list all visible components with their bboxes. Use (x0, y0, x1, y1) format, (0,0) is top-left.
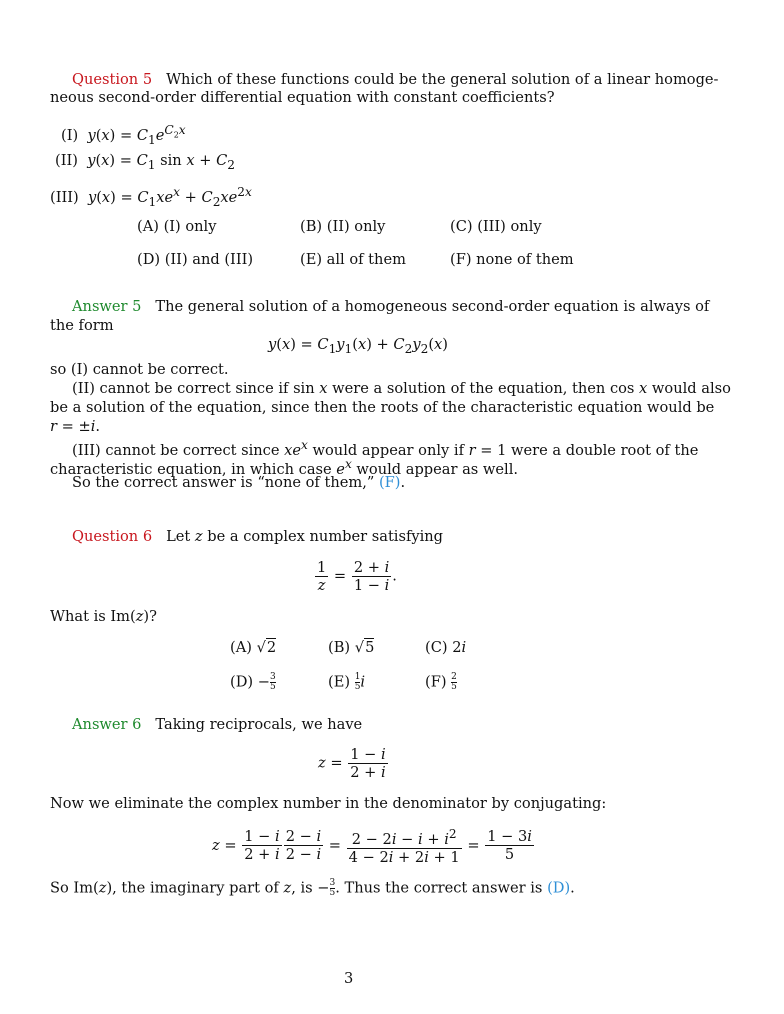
q6-choice-d: (D) − $\frac{3}{5}$ (230, 672, 276, 692)
answer-5-line-9: So the correct answer is “none of them,” (F). (72, 474, 406, 491)
answer-5-line-4: (II) cannot be correct since if sin x were a solution of the equation, then cos x would also (72, 380, 731, 397)
answer-5-line-5: be a solution of the equation, since then the roots of the characteristic equation would be (50, 399, 715, 416)
answer-6-ref-link[interactable]: (D) (547, 879, 571, 897)
question-6-label: Question 6 (72, 528, 153, 545)
q6-choice-b: (B) √5 (328, 639, 375, 656)
answer-5-line-6: r = ±i. (50, 418, 101, 435)
question-6-line (72, 528, 443, 546)
answer-5-label: Answer 5 (72, 298, 142, 315)
answer-6-label: Answer 6 (72, 716, 142, 733)
q5-choice-a: (A) (I) only (137, 218, 217, 235)
q6-choice-f: (F) $\frac{2}{5}$ (425, 672, 457, 692)
answer-5-line-1 (72, 298, 709, 316)
answer-6-equation-2: z = $\frac{1 - i}{2 + i}$ $\frac{2 - i}{2 - i}$ = $\frac{2 - 2i - i + i^2}{4 - 2i + 2i + 1}$ = $\frac{1 - 3i}{5}$ (212, 827, 532, 866)
question-6-text: Let z be a complex number satisfying (166, 528, 444, 545)
answer-5-equation: $y(x) = C_1y_1(x) + C_2y_2(x)$ (268, 336, 448, 356)
answer-5-conclusion: So the correct answer is “none of them,” (72, 474, 375, 491)
answer-6-equation-1: z = $\frac{1 - i}{2 + i}$ (318, 746, 386, 781)
answer-6-line-2: Now we eliminate the complex number in the denominator by conjugating: (50, 795, 607, 812)
answer-5-line-2: the form (50, 317, 114, 334)
q5-item-2: (II) $y(x) = C_1$ $\sin x + C_2$ (55, 152, 235, 172)
q6-choice-c: (C) 2i (425, 639, 467, 656)
q5-choice-b: (B) (II) only (300, 218, 386, 235)
q5-choice-c: (C) (III) only (450, 218, 542, 235)
question-5-line-1 (72, 71, 718, 89)
answer-5-text: The general solution of a homogeneous second-order equation is always of (155, 298, 710, 315)
answer-6-line-3: So Im(z), the imaginary part of z, is − $\frac{3}{5}$ . Thus the correct answer is (D). (50, 878, 575, 898)
question-5-line-2: neous second-order differential equation with constant coefficients? (50, 89, 555, 106)
answer-5-line-8: characteristic equation, in which case $e^x$ would appear as well. (50, 457, 519, 478)
page-number: 3 (344, 970, 354, 987)
q6-choice-e: (E) $\frac{1}{5}$ i (328, 672, 366, 692)
question-5-text: Which of these functions could be the general solution of a linear homoge- (166, 71, 719, 88)
q5-item-3: (III) $y(x) = C_1xe^x + C_2xe^{2x}$ (50, 185, 252, 209)
q5-choice-d: (D) (II) and (III) (137, 251, 254, 268)
answer-6-text: Taking reciprocals, we have (155, 716, 363, 733)
answer-5-line-7: (III) cannot be correct since $xe^x$ would appear only if r = 1 were a double root of the (72, 438, 699, 459)
q5-choice-e: (E) all of them (300, 251, 406, 268)
question-6-equation: $\frac{1}{z}$ = $\frac{2 + i}{1 - i}$ . (317, 559, 397, 594)
q5-choice-f: (F) none of them (450, 251, 574, 268)
q5-item-1: (I) $y(x) = C_1e^{C_2x}$ (61, 123, 186, 147)
question-6-question: What is Im(z)? (50, 608, 157, 625)
question-5-label: Question 5 (72, 71, 153, 88)
q6-choice-a: (A) √2 (230, 639, 277, 656)
answer-6-line (72, 716, 362, 734)
answer-5-line-3: so (I) cannot be correct. (50, 361, 229, 378)
answer-5-ref-link[interactable]: (F) (378, 474, 401, 491)
